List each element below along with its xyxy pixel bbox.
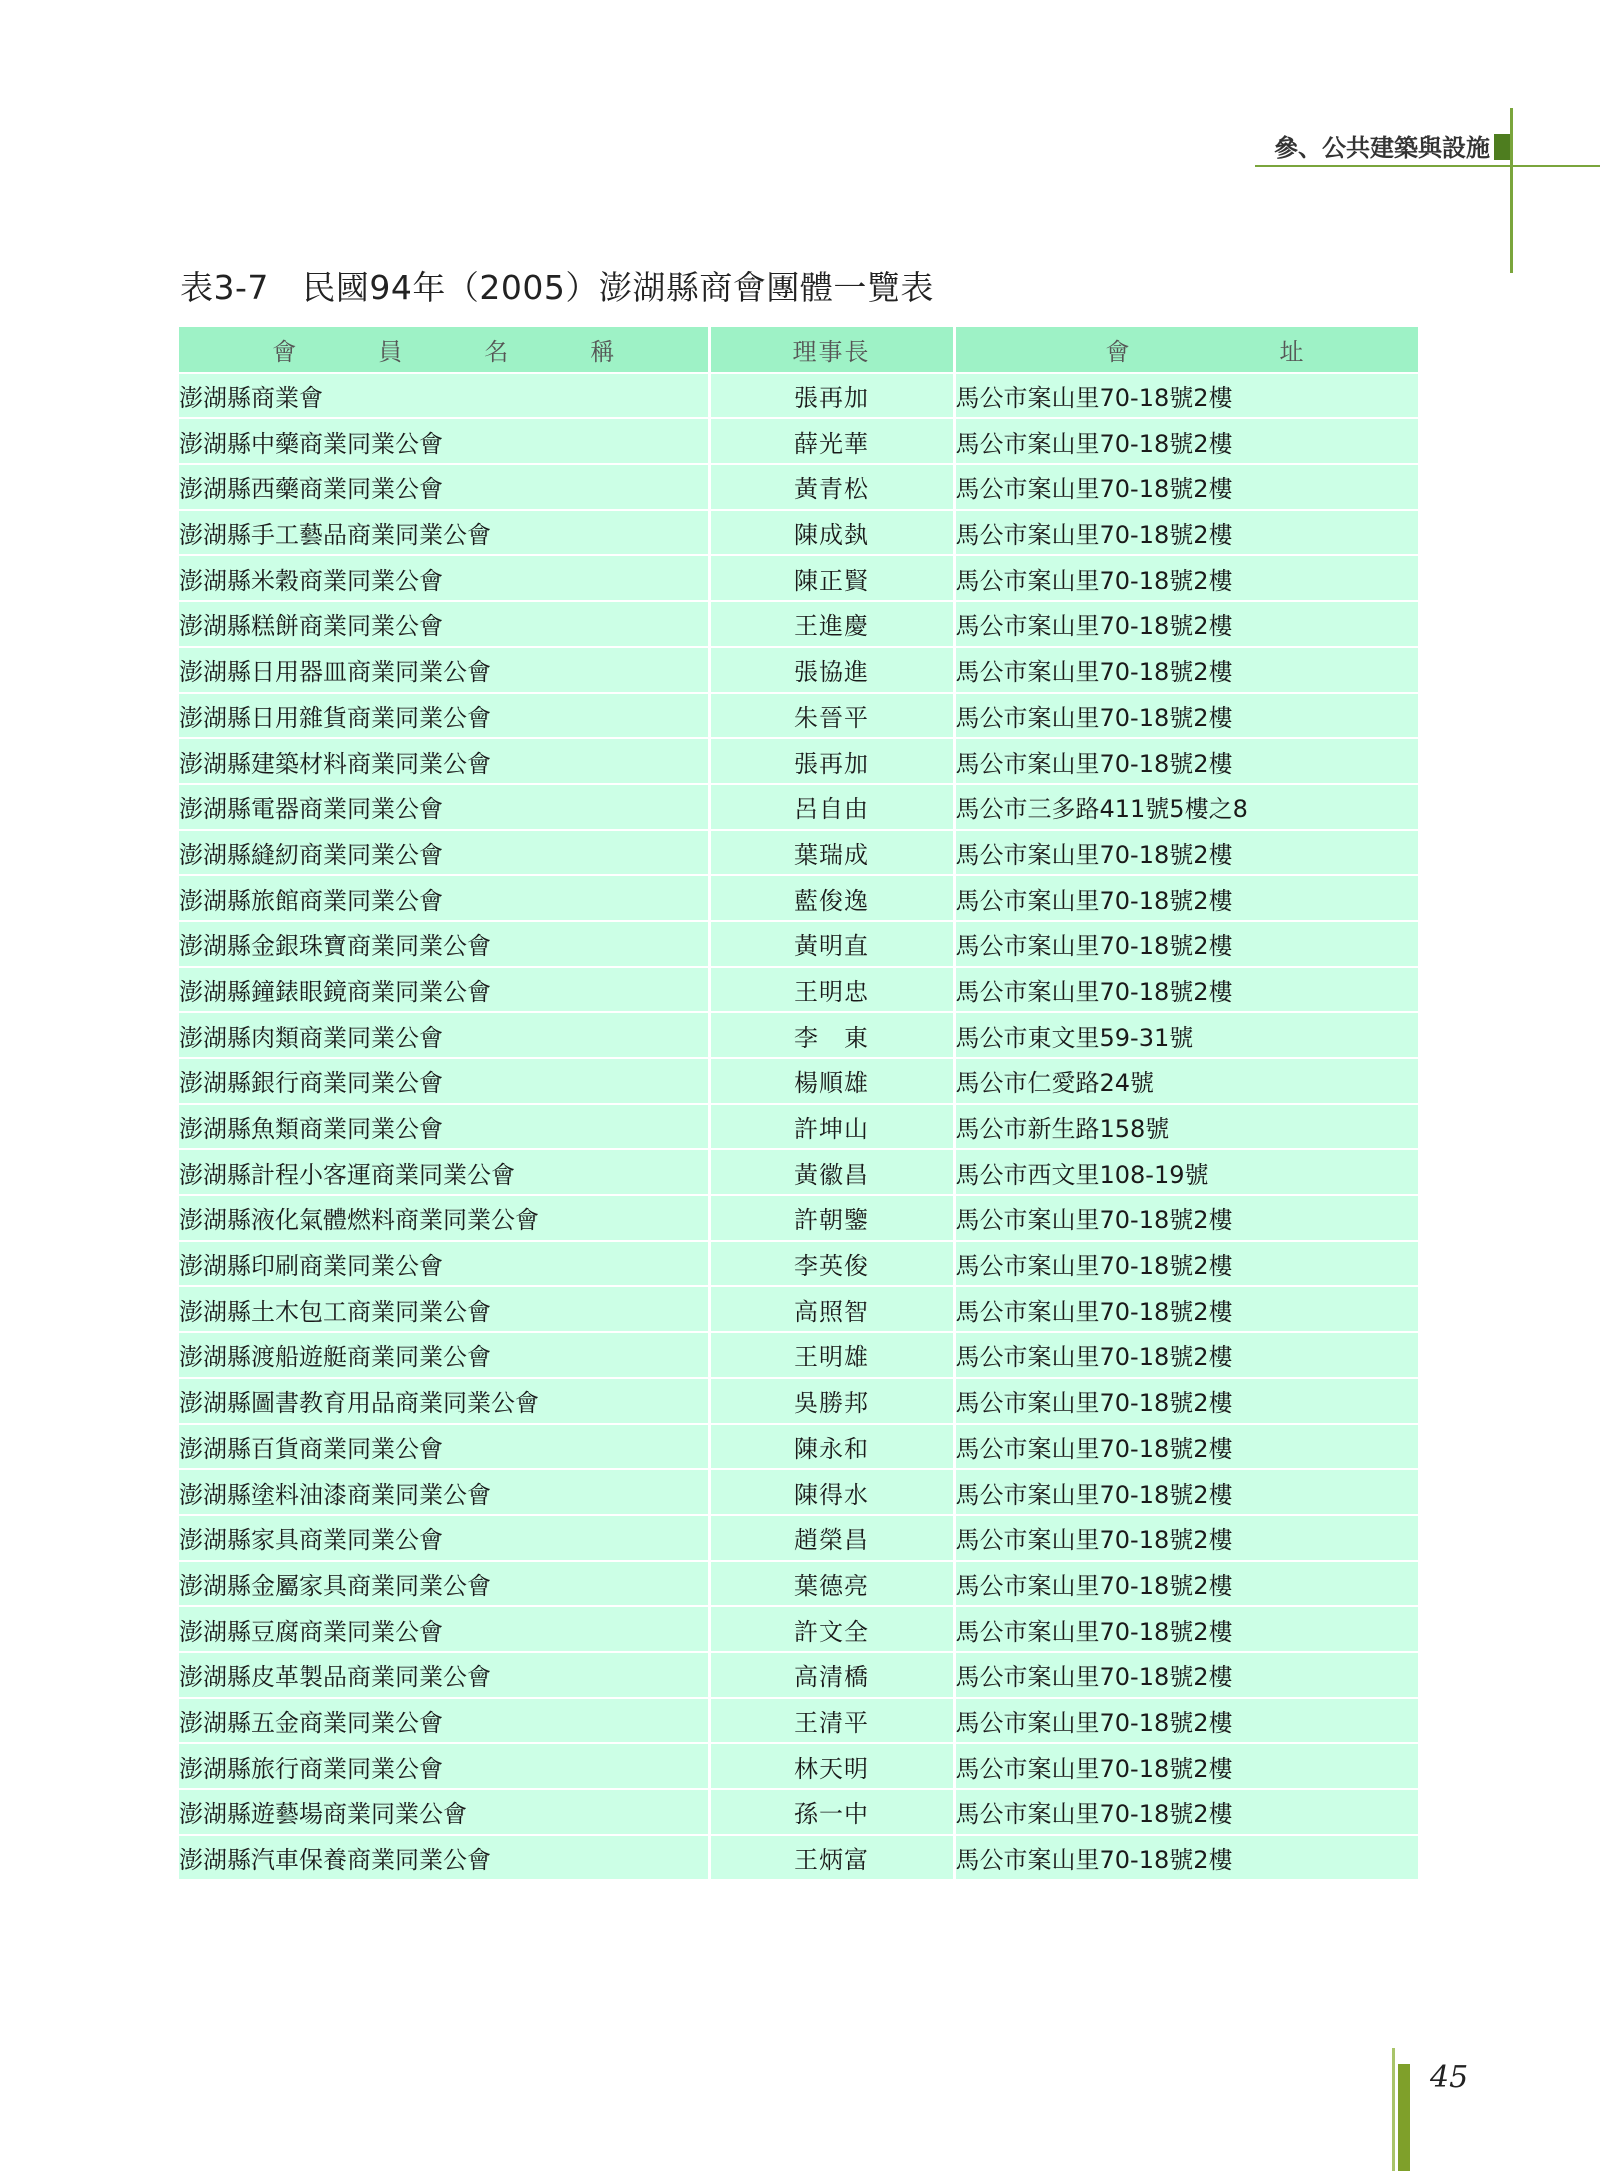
address-cell: 馬公市案山里70-18號2樓: [954, 738, 1418, 784]
member-name-cell: 澎湖縣五金商業同業公會: [179, 1698, 709, 1744]
member-name-cell: 澎湖縣米穀商業同業公會: [179, 555, 709, 601]
table-row: [179, 967, 1418, 1013]
chairman-cell: 楊順雄: [709, 1058, 954, 1104]
chairman-cell: 許朝鑒: [709, 1195, 954, 1241]
member-name-cell: 澎湖縣汽車保養商業同業公會: [179, 1835, 709, 1881]
footer-decoration-bar: [1398, 2064, 1410, 2171]
member-name-cell: 澎湖縣建築材料商業同業公會: [179, 738, 709, 784]
header-decoration-vertical-line: [1510, 108, 1513, 273]
chairman-cell: 呂自由: [709, 784, 954, 830]
member-name-cell: 澎湖縣旅館商業同業公會: [179, 875, 709, 921]
member-name-cell: 澎湖縣中藥商業同業公會: [179, 418, 709, 464]
chairman-cell: 陳成埶: [709, 510, 954, 556]
chairman-cell: 吳勝邦: [709, 1378, 954, 1424]
address-cell: 馬公市西文里108-19號: [954, 1149, 1418, 1195]
address-cell: 馬公市案山里70-18號2樓: [954, 1469, 1418, 1515]
chairman-cell: 李英俊: [709, 1241, 954, 1287]
table-row: [179, 1469, 1418, 1515]
member-name-cell: 澎湖縣家具商業同業公會: [179, 1515, 709, 1561]
header-chairman: 理事長: [709, 327, 954, 373]
chairman-cell: 陳永和: [709, 1424, 954, 1470]
address-cell: 馬公市案山里70-18號2樓: [954, 510, 1418, 556]
address-cell: 馬公市案山里70-18號2樓: [954, 1241, 1418, 1287]
table-row: [179, 1149, 1418, 1195]
member-name-cell: 澎湖縣圖書教育用品商業同業公會: [179, 1378, 709, 1424]
address-cell: 馬公市東文里59-31號: [954, 1012, 1418, 1058]
address-cell: 馬公市案山里70-18號2樓: [954, 464, 1418, 510]
member-name-cell: 澎湖縣日用雜貨商業同業公會: [179, 693, 709, 739]
chairman-cell: 薛光華: [709, 418, 954, 464]
table-row: [179, 555, 1418, 601]
chairman-cell: 高照智: [709, 1286, 954, 1332]
chairman-cell: 葉德亮: [709, 1561, 954, 1607]
chairman-cell: 孫一中: [709, 1789, 954, 1835]
address-cell: 馬公市案山里70-18號2樓: [954, 830, 1418, 876]
member-name-cell: 澎湖縣糕餅商業同業公會: [179, 601, 709, 647]
member-name-cell: 澎湖縣西藥商業同業公會: [179, 464, 709, 510]
chairman-cell: 王清平: [709, 1698, 954, 1744]
table-row: [179, 1104, 1418, 1150]
member-name-cell: 澎湖縣百貨商業同業公會: [179, 1424, 709, 1470]
address-cell: 馬公市案山里70-18號2樓: [954, 1378, 1418, 1424]
member-name-cell: 澎湖縣縫紉商業同業公會: [179, 830, 709, 876]
table-row: [179, 1241, 1418, 1287]
chairman-cell: 王炳富: [709, 1835, 954, 1881]
table-row: [179, 1515, 1418, 1561]
member-name-cell: 澎湖縣魚類商業同業公會: [179, 1104, 709, 1150]
table-title: 表3-7 民國94年（2005）澎湖縣商會團體一覽表: [180, 268, 934, 307]
member-name-cell: 澎湖縣商業會: [179, 373, 709, 419]
table-row: [179, 693, 1418, 739]
member-name-cell: 澎湖縣遊藝場商業同業公會: [179, 1789, 709, 1835]
table-row: [179, 1286, 1418, 1332]
address-cell: 馬公市案山里70-18號2樓: [954, 1652, 1418, 1698]
member-name-cell: 澎湖縣肉類商業同業公會: [179, 1012, 709, 1058]
member-name-cell: 澎湖縣旅行商業同業公會: [179, 1743, 709, 1789]
member-name-cell: 澎湖縣銀行商業同業公會: [179, 1058, 709, 1104]
table-row: [179, 510, 1418, 556]
table-row: [179, 1743, 1418, 1789]
table-row: [179, 1424, 1418, 1470]
chairman-cell: 藍俊逸: [709, 875, 954, 921]
table-row: [179, 1012, 1418, 1058]
table-row: [179, 1652, 1418, 1698]
section-header: 參、公共建築與設施: [1274, 133, 1490, 162]
chairman-cell: 陳正賢: [709, 555, 954, 601]
chairman-cell: 林天明: [709, 1743, 954, 1789]
chairman-cell: 陳得水: [709, 1469, 954, 1515]
address-cell: 馬公市案山里70-18號2樓: [954, 418, 1418, 464]
address-cell: 馬公市案山里70-18號2樓: [954, 647, 1418, 693]
table-row: [179, 830, 1418, 876]
table-row: [179, 418, 1418, 464]
header-member-name: 會員名稱: [179, 327, 709, 373]
address-cell: 馬公市案山里70-18號2樓: [954, 1515, 1418, 1561]
table-row: [179, 1058, 1418, 1104]
footer-decoration-line: [1392, 2048, 1395, 2171]
member-name-cell: 澎湖縣手工藝品商業同業公會: [179, 510, 709, 556]
address-cell: 馬公市案山里70-18號2樓: [954, 1561, 1418, 1607]
address-cell: 馬公市案山里70-18號2樓: [954, 1195, 1418, 1241]
table-row: [179, 1789, 1418, 1835]
member-name-cell: 澎湖縣土木包工商業同業公會: [179, 1286, 709, 1332]
member-name-cell: 澎湖縣渡船遊艇商業同業公會: [179, 1332, 709, 1378]
chairman-cell: 高清橋: [709, 1652, 954, 1698]
member-name-cell: 澎湖縣金屬家具商業同業公會: [179, 1561, 709, 1607]
chairman-cell: 許文全: [709, 1606, 954, 1652]
chairman-cell: 葉瑞成: [709, 830, 954, 876]
address-cell: 馬公市案山里70-18號2樓: [954, 1286, 1418, 1332]
table-row: [179, 1835, 1418, 1881]
address-cell: 馬公市案山里70-18號2樓: [954, 1332, 1418, 1378]
address-cell: 馬公市案山里70-18號2樓: [954, 875, 1418, 921]
table-row: [179, 875, 1418, 921]
address-cell: 馬公市案山里70-18號2樓: [954, 693, 1418, 739]
address-cell: 馬公市案山里70-18號2樓: [954, 967, 1418, 1013]
member-name-cell: 澎湖縣皮革製品商業同業公會: [179, 1652, 709, 1698]
table-row: [179, 601, 1418, 647]
address-cell: 馬公市仁愛路24號: [954, 1058, 1418, 1104]
table-row: [179, 1332, 1418, 1378]
chairman-cell: 黃明直: [709, 921, 954, 967]
chairman-cell: 王進慶: [709, 601, 954, 647]
table-row: [179, 647, 1418, 693]
chairman-cell: 王明忠: [709, 967, 954, 1013]
chairman-cell: 趙榮昌: [709, 1515, 954, 1561]
address-cell: 馬公市新生路158號: [954, 1104, 1418, 1150]
header-address: 會址: [954, 327, 1418, 373]
table-header-row: [179, 327, 1418, 373]
address-cell: 馬公市案山里70-18號2樓: [954, 1424, 1418, 1470]
chairman-cell: 張協進: [709, 647, 954, 693]
member-name-cell: 澎湖縣日用器皿商業同業公會: [179, 647, 709, 693]
chairman-cell: 王明雄: [709, 1332, 954, 1378]
chairman-cell: 黃青松: [709, 464, 954, 510]
chairman-cell: 李 東: [709, 1012, 954, 1058]
table-row: [179, 738, 1418, 784]
table-row: [179, 1195, 1418, 1241]
table-row: [179, 373, 1418, 419]
chairman-cell: 黃徽昌: [709, 1149, 954, 1195]
member-name-cell: 澎湖縣液化氣體燃料商業同業公會: [179, 1195, 709, 1241]
address-cell: 馬公市案山里70-18號2樓: [954, 1743, 1418, 1789]
member-name-cell: 澎湖縣塗料油漆商業同業公會: [179, 1469, 709, 1515]
table-row: [179, 784, 1418, 830]
member-name-cell: 澎湖縣計程小客運商業同業公會: [179, 1149, 709, 1195]
header-decoration-line: [1255, 165, 1600, 167]
address-cell: 馬公市案山里70-18號2樓: [954, 601, 1418, 647]
table-row: [179, 1378, 1418, 1424]
address-cell: 馬公市案山里70-18號2樓: [954, 1606, 1418, 1652]
association-table: [179, 327, 1454, 1881]
page-number: 45: [1430, 2060, 1469, 2095]
chairman-cell: 張再加: [709, 738, 954, 784]
member-name-cell: 澎湖縣電器商業同業公會: [179, 784, 709, 830]
table-body: [179, 373, 1418, 1881]
table-row: [179, 464, 1418, 510]
address-cell: 馬公市案山里70-18號2樓: [954, 555, 1418, 601]
address-cell: 馬公市案山里70-18號2樓: [954, 373, 1418, 419]
chairman-cell: 張再加: [709, 373, 954, 419]
member-name-cell: 澎湖縣豆腐商業同業公會: [179, 1606, 709, 1652]
member-name-cell: 澎湖縣鐘錶眼鏡商業同業公會: [179, 967, 709, 1013]
address-cell: 馬公市案山里70-18號2樓: [954, 921, 1418, 967]
address-cell: 馬公市三多路411號5樓之8: [954, 784, 1418, 830]
chairman-cell: 朱晉平: [709, 693, 954, 739]
member-name-cell: 澎湖縣金銀珠寶商業同業公會: [179, 921, 709, 967]
table-row: [179, 921, 1418, 967]
address-cell: 馬公市案山里70-18號2樓: [954, 1698, 1418, 1744]
address-cell: 馬公市案山里70-18號2樓: [954, 1835, 1418, 1881]
member-name-cell: 澎湖縣印刷商業同業公會: [179, 1241, 709, 1287]
table-row: [179, 1698, 1418, 1744]
chairman-cell: 許坤山: [709, 1104, 954, 1150]
table-row: [179, 1561, 1418, 1607]
table-row: [179, 1606, 1418, 1652]
address-cell: 馬公市案山里70-18號2樓: [954, 1789, 1418, 1835]
